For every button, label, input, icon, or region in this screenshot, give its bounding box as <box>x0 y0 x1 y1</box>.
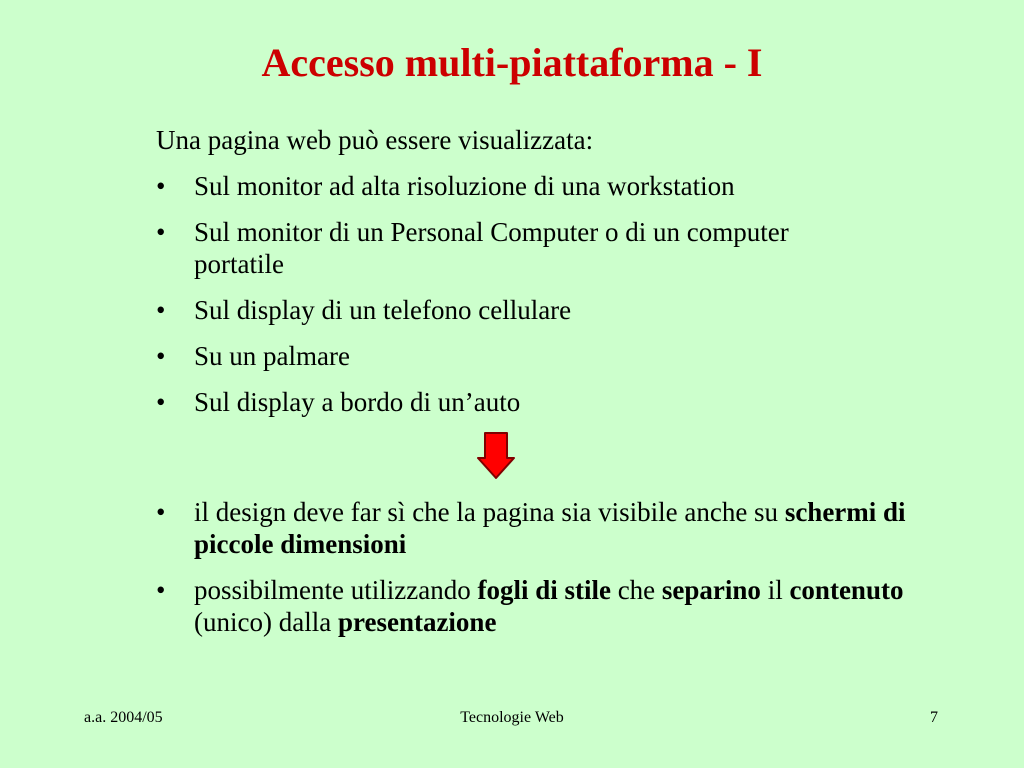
bullet-icon: • <box>156 171 166 201</box>
bold-text: contenuto <box>789 575 904 605</box>
intro-text: Una pagina web può essere visualizzata: <box>156 125 594 155</box>
list-item <box>156 574 956 638</box>
list-item-text: Su un palmare <box>194 341 350 371</box>
list-item-text <box>194 497 906 559</box>
list-item <box>156 294 956 326</box>
list-item <box>156 386 956 418</box>
list-item-text: Sul display di un telefono cellulare <box>194 295 572 325</box>
bullet-icon: • <box>156 217 166 247</box>
list-item <box>156 170 956 202</box>
bullet-icon: • <box>156 387 166 417</box>
bullet-icon: • <box>156 575 166 605</box>
list-item <box>156 216 956 280</box>
list-item <box>156 340 956 372</box>
text-part: il <box>760 575 790 605</box>
bullet-list <box>156 170 956 418</box>
slide-content <box>156 124 956 432</box>
down-arrow-icon <box>476 432 516 480</box>
bold-text: schermi di piccole dimensioni <box>194 497 906 559</box>
footer-course-name: Tecnologie Web <box>460 709 564 726</box>
text-part: che <box>610 575 662 605</box>
bold-text: fogli di stile <box>477 575 611 605</box>
text-part: il design deve far sì che la pagina sia visibile anche su <box>194 497 785 527</box>
down-arrow-shape <box>478 433 514 478</box>
footer-academic-year: a.a. 2004/05 <box>84 709 163 726</box>
text-part: (unico) dalla <box>194 607 338 637</box>
list-item-text: Sul monitor ad alta risoluzione di una workstation <box>194 171 735 201</box>
slide-title: Accesso multi-piattaforma - I <box>261 40 763 85</box>
text-part: possibilmente utilizzando <box>194 575 478 605</box>
list-item <box>156 496 956 560</box>
bold-text: separino <box>661 575 761 605</box>
list-item-text: Sul display a bordo di un’auto <box>194 387 521 417</box>
footer-page-number: 7 <box>930 709 938 726</box>
list-item-text <box>194 575 903 637</box>
bullet-icon: • <box>156 295 166 325</box>
conclusion-list <box>156 496 956 652</box>
list-item-text: Sul monitor di un Personal Computer o di un computer portatile <box>194 217 789 279</box>
bullet-icon: • <box>156 341 166 371</box>
bullet-icon: • <box>156 497 166 527</box>
bold-text: presentazione <box>337 607 497 637</box>
